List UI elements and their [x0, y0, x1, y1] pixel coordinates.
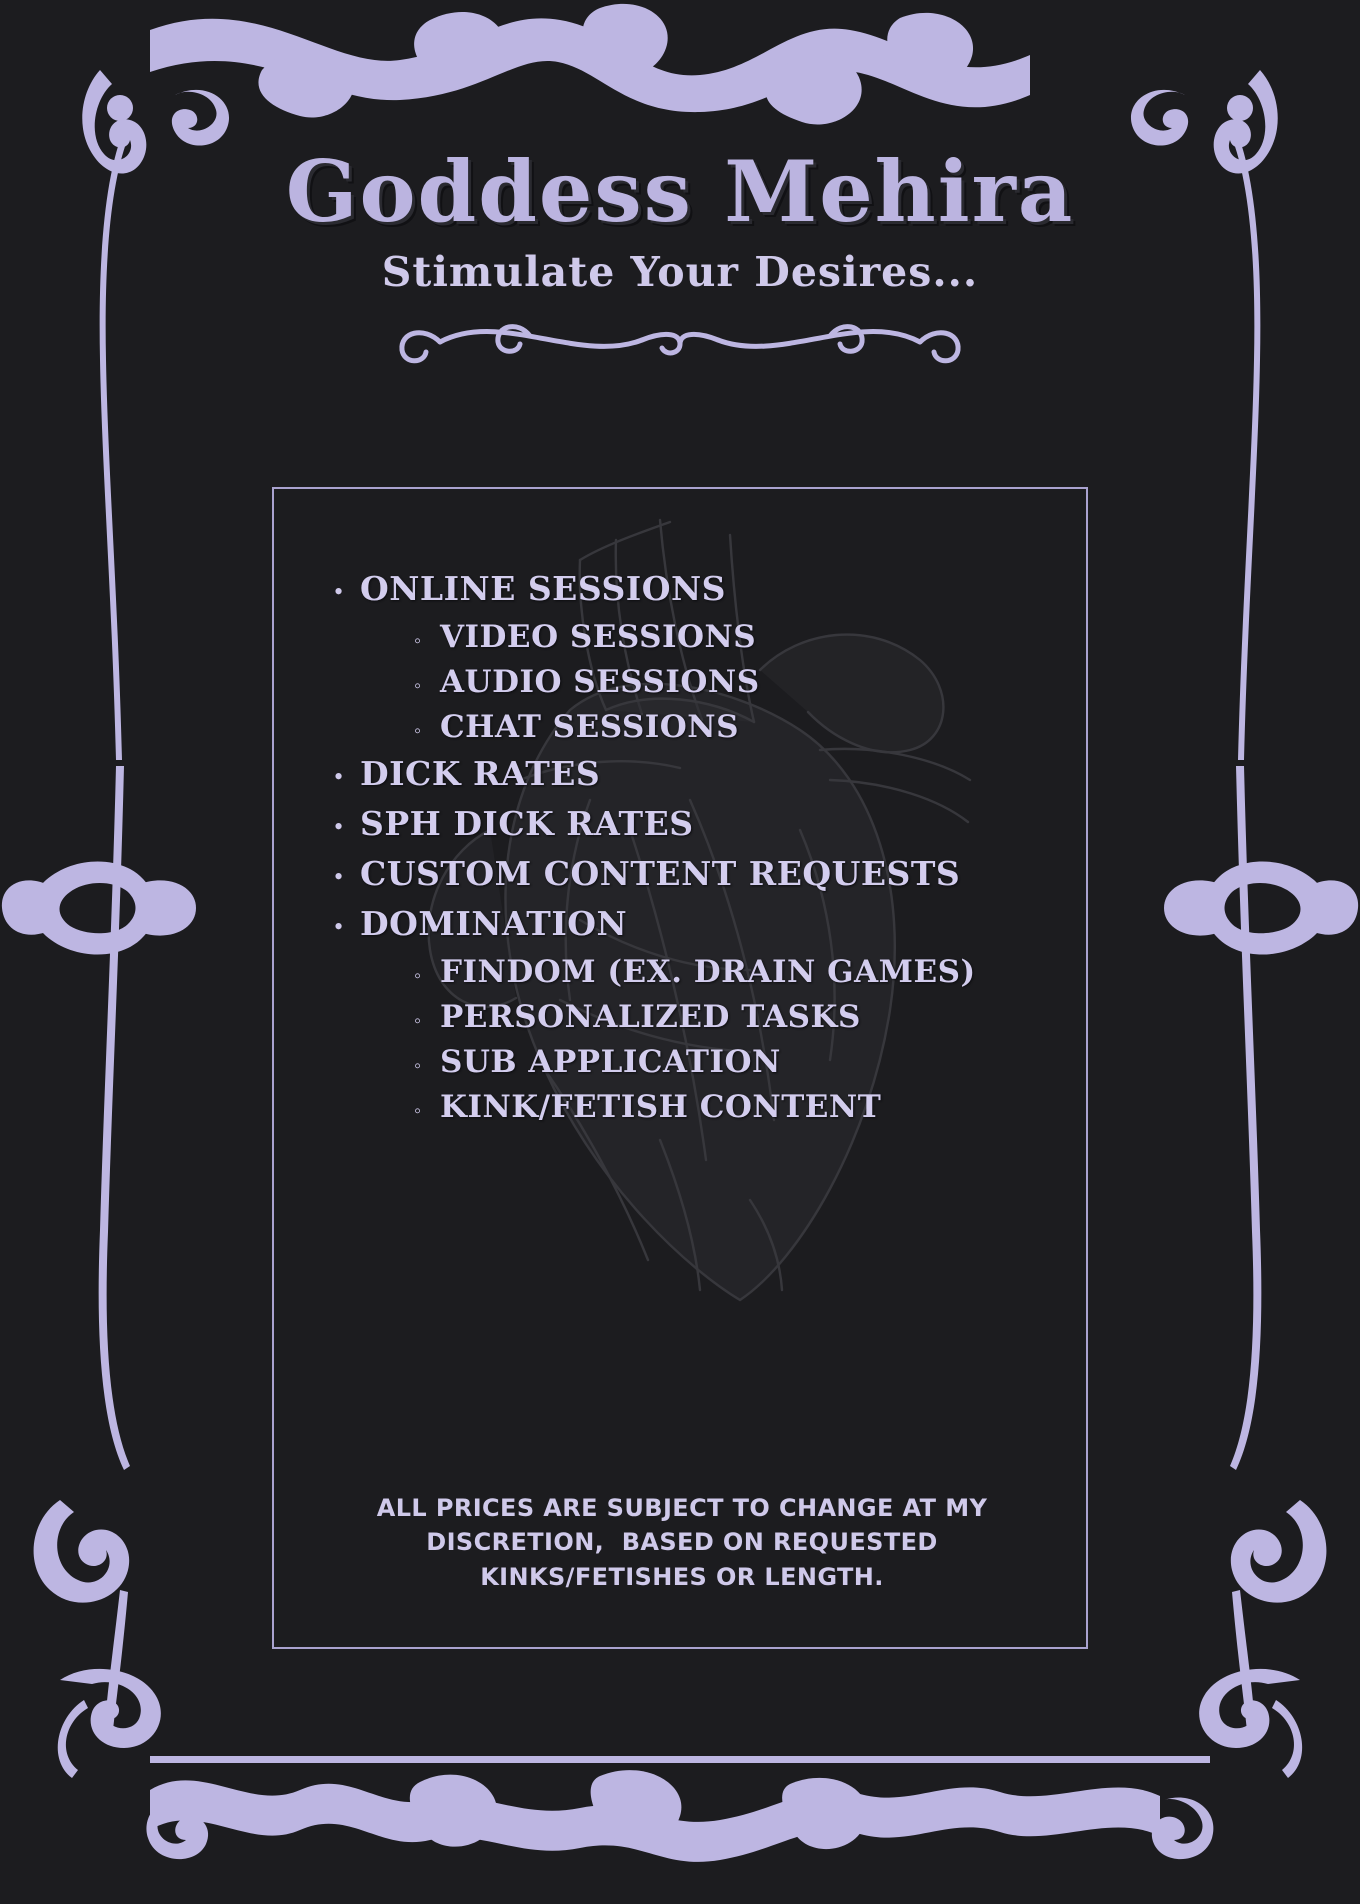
bullet-icon: • [334, 577, 344, 606]
service-label: ONLINE SESSIONS [360, 569, 726, 608]
page-title: Goddess Mehira [285, 142, 1075, 241]
service-label: KINK/FETISH CONTENT [440, 1089, 882, 1125]
tagline: Stimulate Your Desires... [381, 248, 979, 296]
bullet-hollow-icon: ◦ [414, 720, 422, 742]
list-item [414, 709, 1054, 745]
list-item [334, 804, 1054, 843]
service-label: VIDEO SESSIONS [440, 619, 757, 655]
service-label: PERSONALIZED TASKS [440, 999, 861, 1035]
disclaimer-line: ALL PRICES ARE SUBJECT TO CHANGE AT MY [376, 1493, 988, 1522]
list-item [414, 999, 1054, 1035]
disclaimer-line: DISCRETION, BASED ON REQUESTED [426, 1528, 938, 1557]
divider-flourish-icon [380, 302, 980, 372]
bullet-hollow-icon: ◦ [414, 675, 422, 697]
list-item [334, 754, 1054, 793]
service-label: SUB APPLICATION [440, 1044, 781, 1080]
service-label: FINDOM (EX. DRAIN GAMES) [440, 954, 976, 990]
disclaimer [314, 1491, 1050, 1595]
bullet-icon: • [334, 862, 344, 891]
list-item [414, 1044, 1054, 1080]
service-label: AUDIO SESSIONS [440, 664, 760, 700]
services-list [334, 569, 1054, 1134]
list-item [334, 569, 1054, 608]
bullet-hollow-icon: ◦ [414, 965, 422, 987]
list-item [414, 619, 1054, 655]
service-label: CHAT SESSIONS [440, 709, 740, 745]
bullet-hollow-icon: ◦ [414, 1055, 422, 1077]
service-label: SPH DICK RATES [360, 804, 694, 843]
bullet-hollow-icon: ◦ [414, 1100, 422, 1122]
bullet-icon: • [334, 912, 344, 941]
list-item [414, 1089, 1054, 1125]
bullet-hollow-icon: ◦ [414, 1010, 422, 1032]
bullet-icon: • [334, 812, 344, 841]
services-panel [272, 487, 1088, 1649]
bullet-hollow-icon: ◦ [414, 630, 422, 652]
list-item [414, 664, 1054, 700]
bullet-icon: • [334, 762, 344, 791]
poster-header [0, 142, 1360, 377]
service-label: CUSTOM CONTENT REQUESTS [360, 854, 961, 893]
list-item [334, 854, 1054, 893]
list-item [334, 904, 1054, 943]
service-label: DOMINATION [360, 904, 628, 943]
disclaimer-line: KINKS/FETISHES OR LENGTH. [480, 1563, 884, 1592]
service-label: DICK RATES [360, 754, 601, 793]
list-item [414, 954, 1054, 990]
